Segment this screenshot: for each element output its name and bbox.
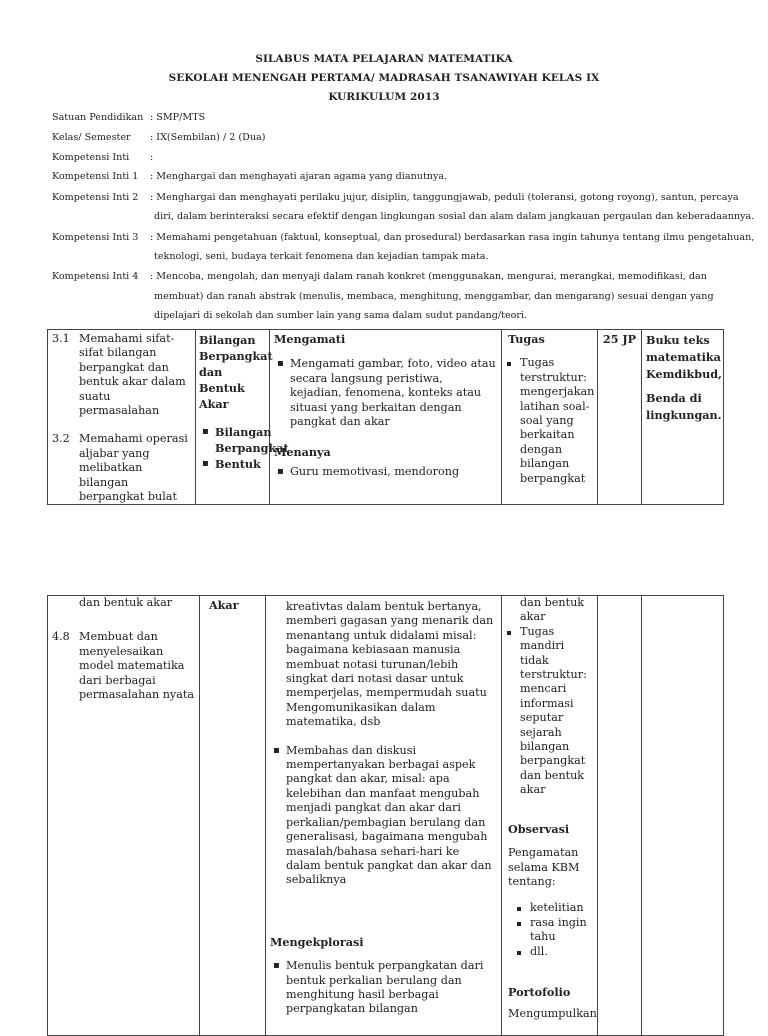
ki4-value-3: dipelajari di sekolah dan sumber lain yang sama dalam sudut pandang/teori. [154, 310, 528, 321]
materi-item: ▪ Bentuk [199, 456, 266, 472]
ki2-value-2: diri, dalam berinteraksi secara efektif dengan lingkungan sosial dan alam dalam jangkauan pergaulan dan keberadaannya. [154, 211, 755, 222]
mengamati-list [274, 357, 497, 429]
satuan-value: : SMP/MTS [150, 112, 206, 123]
syllabus-table-2 [47, 595, 724, 1036]
sumber-item: Benda di lingkungan. [646, 391, 722, 422]
penilaian-cell [502, 596, 598, 1036]
kegiatan-list [270, 744, 497, 888]
kd-text: Memahami sifat-sifat bilangan berpangkat dan bentuk akar dalam suatu permasalahan [79, 332, 186, 418]
kd-text: Memahami operasi aljabar yang melibatkan bilangan berpangkat bulat [79, 432, 188, 504]
kompetensi-dasar-cell [48, 596, 200, 1036]
kd-continued: dan bentuk akar [79, 596, 173, 609]
menanya-item: ▪ Guru memotivasi, mendorong [274, 465, 497, 479]
ki3-value-1: : Memahami pengetahuan (faktual, konseptual, dan prosedural) berdasarkan rasa ingin tahunya tentang ilmu pengetahuan, [150, 232, 755, 243]
ki4-value-2: membuat) dan ranah abstrak (menulis, membaca, menghitung, menggambar, dan mengarang) sesuai dengan yang [154, 291, 714, 302]
tugas-mandiri-item: Tugas mandiri tidak terstruktur: mencari informasi seputar sejarah bilangan berpangkat dan bentuk akar [520, 625, 593, 798]
sumber-belajar-cell [642, 330, 724, 505]
menanya-heading: Menanya [274, 445, 331, 460]
materi-pokok-cell [196, 330, 289, 505]
title-line-2: SEKOLAH MENENGAH PERTAMA/ MADRASAH TSANAWIYAH KELAS IX [168, 72, 600, 84]
title-line-1: SILABUS MATA PELAJARAN MATEMATIKA [255, 53, 513, 65]
ki2-value-1: : Menghargai dan menghayati perilaku jujur, disiplin, tanggungjawab, peduli (toleransi, gotong royong), santun, percaya [150, 192, 739, 203]
portofolio-text: Mengumpulkan [508, 1007, 597, 1021]
alokasi-waktu-cell: 25 JP [598, 330, 642, 505]
tugas-heading: Tugas [508, 332, 545, 346]
ki4-label: Kompetensi Inti 4 [52, 271, 139, 282]
menanya-list [274, 465, 497, 479]
kd-4-8 [52, 630, 195, 702]
ki1-label: Kompetensi Inti 1 [52, 171, 139, 182]
eksplorasi-list [270, 959, 497, 1017]
sumber-item: Buku teks matematika Kemdikbud, [646, 333, 722, 381]
kd-number: 4.8 [52, 630, 70, 644]
kd-3-1 [52, 332, 191, 418]
materi-list [199, 424, 289, 472]
mengeksplorasi-heading: Mengekplorasi [270, 934, 364, 949]
satuan-label: Satuan Pendidikan [52, 112, 144, 123]
observasi-heading: Observasi [508, 821, 570, 836]
ki-label: Kompetensi Inti [52, 152, 130, 163]
kd-3-2 [52, 432, 191, 504]
observasi-text: Pengamatan selama KBM tentang: [508, 846, 580, 888]
observasi-item: rasa ingin tahu [530, 916, 593, 945]
mengamati-item: ▪ Mengamati gambar, foto, video atau secara langsung peristiwa, kejadian, fenomena, konteks atau situasi yang berkaitan dengan pangkat dan akar [274, 357, 497, 429]
observasi-item: dll. [530, 945, 593, 959]
kompetensi-dasar-cell [48, 330, 196, 505]
kegiatan-continued: kreativtas dalam bentuk bertanya, memberi gagasan yang menarik dan menantang untuk didalami misal: bagaimana kebiasaan manusia membuat notasi turunan/lebih singkat dari notasi dasar untuk memperjelas, mempermudah suatu Mengomunikasikan dalam matematika, dsb [286, 600, 494, 729]
observasi-item: ketelitian [530, 901, 593, 915]
kegiatan-cell [266, 596, 502, 1036]
kegiatan-item: ▪ Membahas dan diskusi mempertanyakan berbagai aspek pangkat dan akar, misal: apa kelebihan dan manfaat mengubah menjadi pangkat dan akar dari perkalian/pembagian berulang dan generalisasi, bagaimana mengubah masalah/bahasa sehari-hari ke dalam bentuk pangkat dan akar dan sebaliknya [270, 744, 497, 888]
kd-number: 3.2 [52, 432, 70, 446]
materi-item: ▪ Bilangan Berpangkat [199, 424, 266, 456]
alokasi-waktu-cell [598, 596, 642, 1036]
ki4-value-1: : Mencoba, mengolah, dan menyaji dalam ranah konkret (menggunakan, mengurai, merangkai, memodifikasi, dan [150, 271, 707, 282]
materi-pokok-cell: Akar [200, 596, 266, 1036]
materi-title: Bilangan Berpangkat dan Bentuk Akar [199, 333, 273, 411]
sumber-belajar-cell [642, 596, 724, 1036]
portofolio-heading: Portofolio [508, 984, 571, 999]
ki3-label: Kompetensi Inti 3 [52, 232, 139, 243]
penilaian-cell [502, 330, 598, 505]
kelas-value: : IX(Sembilan) / 2 (Dua) [150, 132, 266, 143]
ki1-value: : Menghargai dan menghayati ajaran agama yang dianutnya. [150, 171, 448, 182]
ki-value: : [150, 152, 154, 163]
penilaian-continued: dan bentuk akar [520, 596, 585, 624]
kegiatan-cell [270, 330, 502, 505]
kelas-label: Kelas/ Semester [52, 132, 131, 143]
eksplorasi-item: ▪ Menulis bentuk perpangkatan dari bentuk perkalian berulang dan menghitung hasil berbagai perpangkatan bilangan [270, 959, 497, 1017]
mengamati-heading: Mengamati [274, 332, 346, 346]
title-line-3: KURIKULUM 2013 [328, 91, 440, 103]
ki2-label: Kompetensi Inti 2 [52, 192, 139, 203]
syllabus-table-1 [47, 329, 724, 505]
kd-number: 3.1 [52, 332, 70, 345]
ki3-value-2: teknologi, seni, budaya terkait fenomena dan kejadian tampak mata. [154, 251, 489, 262]
tugas-item: Tugas terstruktur: mengerjakan latihan soal-soal yang berkaitan dengan bilangan berpangkat [520, 356, 595, 485]
kd-text: Membuat dan menyelesaikan model matematika dari berbagai permasalahan nyata [79, 630, 195, 702]
